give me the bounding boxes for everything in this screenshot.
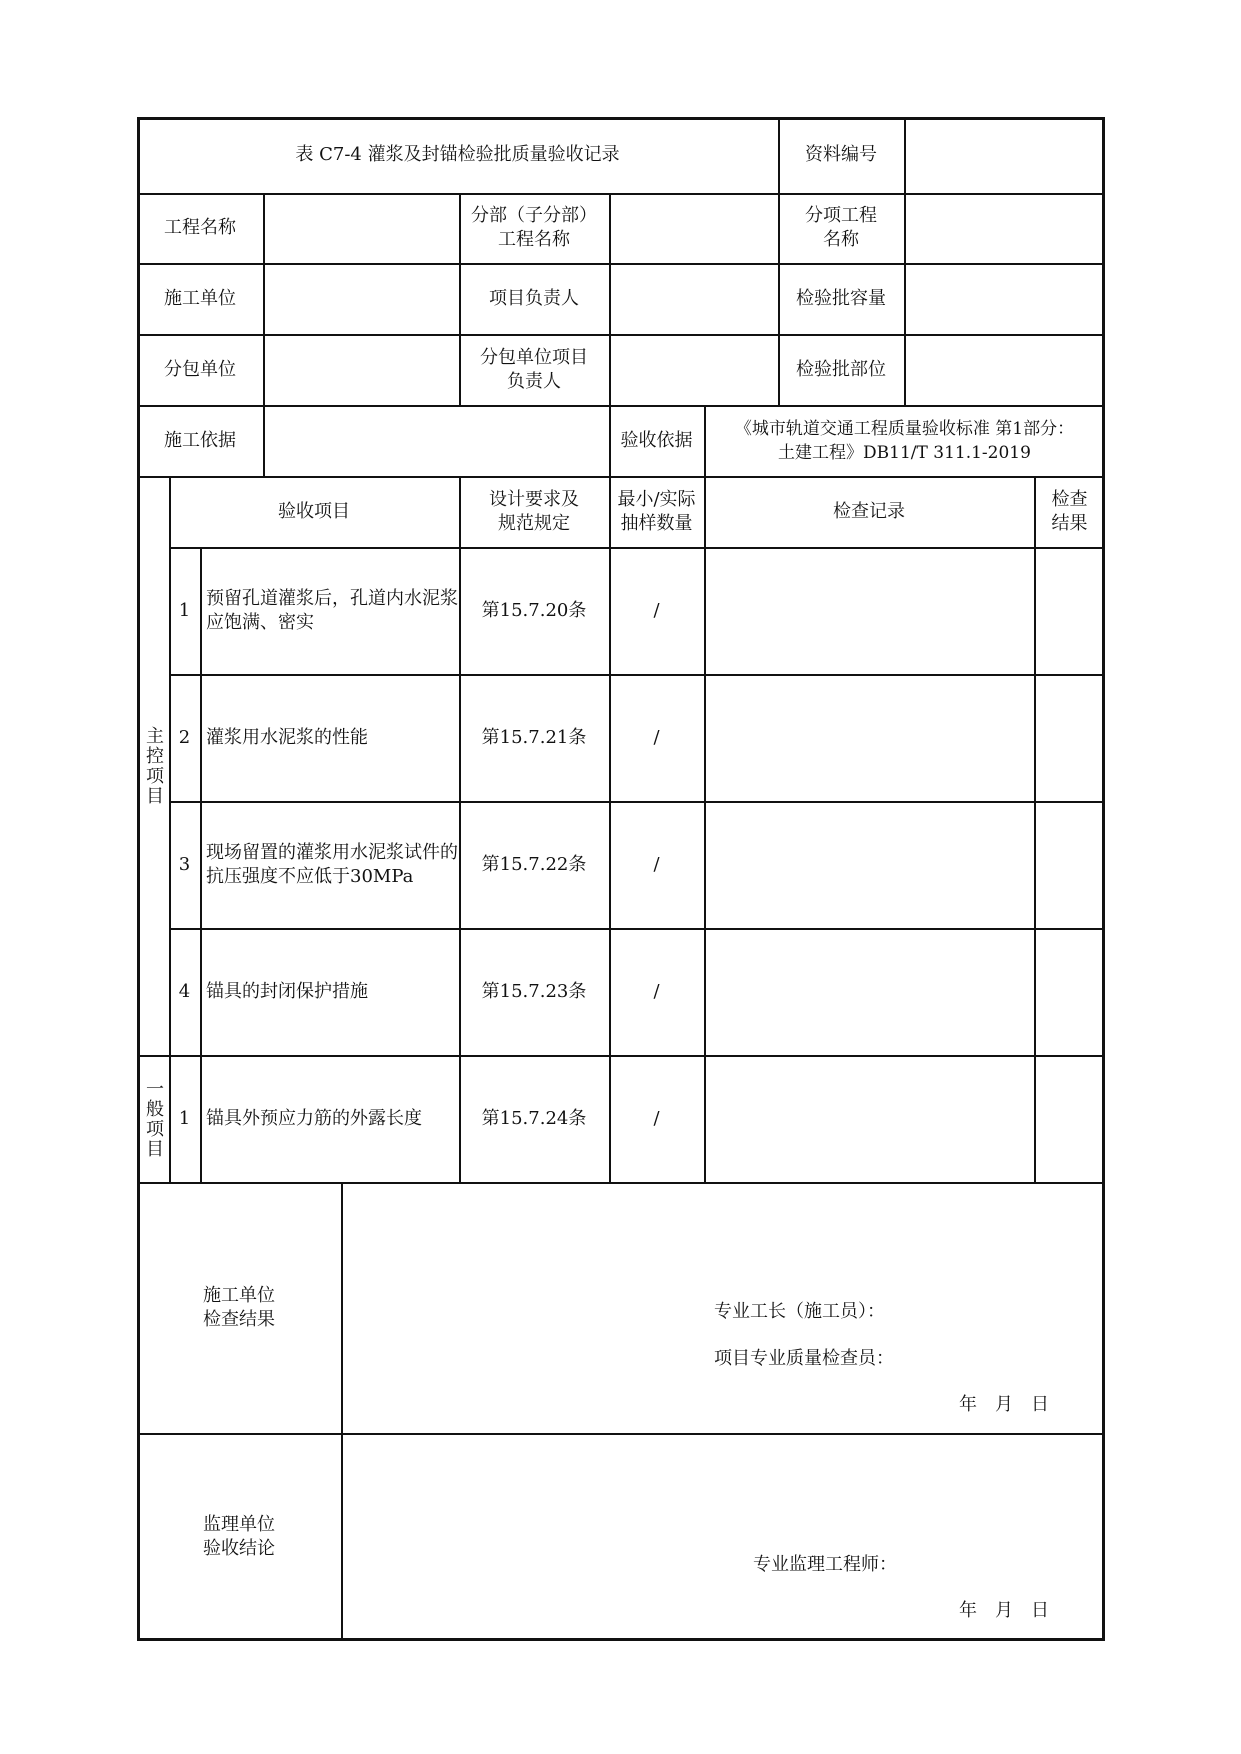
sub-manager-label: 分包单位项目 负责人 (480, 346, 588, 392)
sample-count: / (653, 980, 660, 1002)
construction-basis-label: 施工依据 (164, 429, 236, 451)
main-control-label: 主控项目 (143, 725, 164, 806)
contractor-field[interactable] (263, 263, 459, 334)
check-result-field[interactable] (1034, 547, 1105, 674)
contractor-date: 年 月 日 (959, 1394, 1049, 1415)
item-description: 灌浆用水泥浆的性能 (206, 726, 368, 748)
row-number: 3 (178, 853, 191, 875)
row-number: 4 (178, 980, 191, 1002)
sub-manager-field[interactable] (609, 334, 778, 405)
clause-reference: 第15.7.22条 (481, 853, 587, 875)
col-divider (341, 1182, 343, 1641)
col-header-item: 验收项目 (278, 500, 350, 522)
project-name-label: 工程名称 (164, 217, 236, 238)
batch-location-field[interactable] (904, 334, 1105, 405)
col-header-result: 检查 结果 (1051, 488, 1088, 534)
item-description: 预留孔道灌浆后，孔道内水泥浆应饱满、密实 (206, 587, 458, 633)
subitem-field[interactable] (904, 193, 1105, 263)
batch-capacity-label: 检验批容量 (796, 287, 886, 309)
col-header-sample: 最小/实际 抽样数量 (617, 488, 696, 534)
contractor-label: 施工单位 (164, 287, 236, 309)
division-field[interactable] (609, 193, 778, 263)
batch-location-label: 检验批部位 (796, 358, 886, 380)
subcontractor-field[interactable] (263, 334, 459, 405)
supervisor-date: 年 月 日 (959, 1600, 1049, 1621)
construction-basis-field[interactable] (263, 405, 609, 476)
sample-count: / (653, 599, 660, 621)
item-description: 现场留置的灌浆用水泥浆试件的抗压强度不应低于30MPa (206, 841, 458, 887)
contractor-check-label: 施工单位 检查结果 (203, 1284, 275, 1330)
row-number: 1 (178, 599, 191, 621)
check-record-field[interactable] (704, 674, 1034, 801)
clause-reference: 第15.7.23条 (481, 980, 587, 1002)
doc-no-field[interactable] (904, 117, 1105, 193)
check-result-field[interactable] (1034, 928, 1105, 1055)
foreman-signature-label: 专业工长（施工员）： (714, 1301, 885, 1322)
clause-reference: 第15.7.24条 (481, 1107, 587, 1129)
form-title: 表 C7-4 灌浆及封锚检验批质量验收记录 (295, 144, 620, 165)
acceptance-basis-value: 《城市轨道交通工程质量验收标准 第1部分： 土建工程》DB11/T 311.1-2019 (734, 418, 1075, 463)
inspector-signature-label: 项目专业质量检查员： (714, 1348, 894, 1369)
project-manager-field[interactable] (609, 263, 778, 334)
supervisor-label: 监理单位 验收结论 (203, 1514, 275, 1559)
sample-count: / (653, 726, 660, 748)
check-record-field[interactable] (704, 547, 1034, 674)
check-result-field[interactable] (1034, 1055, 1105, 1182)
row-number: 2 (178, 726, 191, 748)
check-result-field[interactable] (1034, 674, 1105, 801)
acceptance-record-form (137, 117, 1105, 1641)
check-result-field[interactable] (1034, 801, 1105, 928)
col-header-record: 检查记录 (833, 500, 905, 522)
division-label: 分部（子分部） 工程名称 (471, 205, 597, 250)
subitem-label: 分项工程 名称 (805, 205, 877, 250)
sample-count: / (653, 853, 660, 875)
project-manager-label: 项目负责人 (489, 287, 579, 309)
item-description: 锚具的封闭保护措施 (206, 980, 368, 1002)
project-name-field[interactable] (263, 193, 459, 263)
clause-reference: 第15.7.21条 (481, 726, 587, 748)
batch-capacity-field[interactable] (904, 263, 1105, 334)
check-record-field[interactable] (704, 801, 1034, 928)
check-record-field[interactable] (704, 928, 1034, 1055)
clause-reference: 第15.7.20条 (481, 599, 587, 621)
item-description: 锚具外预应力筋的外露长度 (206, 1107, 422, 1129)
general-label: 一般项目 (143, 1078, 164, 1159)
col-header-design: 设计要求及 规范规定 (489, 488, 579, 534)
sample-count: / (653, 1107, 660, 1129)
subcontractor-label: 分包单位 (164, 358, 236, 380)
doc-no-label: 资料编号 (805, 144, 877, 165)
supervisor-engineer-label: 专业监理工程师： (753, 1554, 897, 1575)
check-record-field[interactable] (704, 1055, 1034, 1182)
acceptance-basis-label: 验收依据 (620, 429, 693, 451)
row-number: 1 (178, 1107, 191, 1129)
